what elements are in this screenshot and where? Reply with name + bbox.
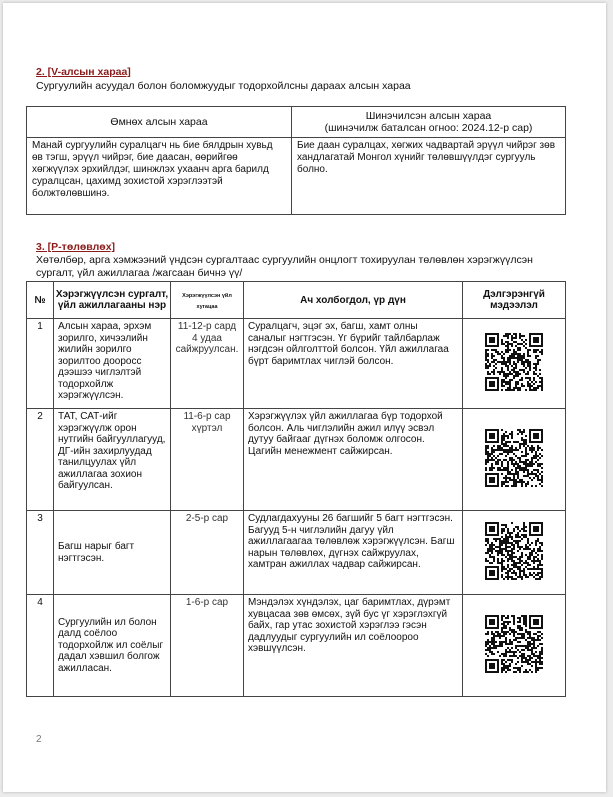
- qr-code-icon[interactable]: [485, 429, 543, 487]
- plan-table: [26, 281, 566, 697]
- section2-title: 2. [V-алсын хараа]: [36, 66, 131, 78]
- table-row: [27, 511, 566, 595]
- page-number: 2: [36, 734, 42, 745]
- qr-code-icon[interactable]: [485, 615, 543, 673]
- header-result: Ач холбогдол, үр дүн: [244, 282, 463, 319]
- row-period: 11-12-р сард 4 удаа сайжруулсан.: [171, 319, 244, 409]
- row-number: 2: [27, 409, 54, 511]
- section2-subtitle: Сургуулийн асуудал болон боломжуудыг тодорхойлсны дараах алсын хараа: [36, 80, 411, 92]
- vision-col2-header: Шинэчилсэн алсын хараа (шинэчилж баталсан огноо: 2024.12-р сар): [292, 107, 566, 138]
- row-details: [463, 511, 566, 595]
- row-details: [463, 409, 566, 511]
- header-activity: Хэрэгжүүлсэн сургалт, үйл ажиллагааны нэр: [54, 282, 171, 319]
- header-details: Дэлгэрэнгүй мэдээлэл: [463, 282, 566, 319]
- row-number: 3: [27, 511, 54, 595]
- table-row: [27, 409, 566, 511]
- section3-intro: Хөтөлбөр, арга хэмжээний үндсэн сургалтаас сургуулийн онцлогт тохируулан төлөвлөн хэрэгжүүлсэн сургалт, үйл ажиллагаа /жагсаан бичнэ үү/: [36, 254, 533, 279]
- row-activity: ТАТ, САТ-ийг хэрэгжүүлж орон нутгийн байгууллагууд, ДГ-ийн захирлуудад танилцуулах үйл ажиллагаа зохион байгуулсан.: [54, 409, 171, 511]
- table-row: [27, 319, 566, 409]
- row-activity: Алсын хараа, эрхэм зорилго, хичээлийн жилийн зорилго зорилтоо дооросс дээшээ чиглэлтэй тодорхойлж хэрэгжүүлсэн.: [54, 319, 171, 409]
- row-period: 1-6-р сар: [171, 595, 244, 697]
- vision-table: [26, 106, 566, 215]
- row-result: Судлагдахууны 26 багшийг 5 багт нэгтгэсэн. Багууд 5-н чиглэлийн дагуу үйл ажиллагаагаа төлөвлөж хэрэгжүүлсэн. Багш нарын төлөвлөх, дүгнэх сайжруулах, хамтран ажиллах чадвар сайжирсан.: [244, 511, 463, 595]
- header-period: Хэрэгжүүлсэн үйл хугацаа: [171, 282, 244, 319]
- vision-col1-header: Өмнөх алсын хараа: [27, 107, 292, 138]
- row-activity: Багш нарыг багт нэгтгэсэн.: [54, 511, 171, 595]
- row-details: [463, 319, 566, 409]
- row-result: Суралцагч, эцэг эх, багш, хамт олны саналыг нэгтгэсэн. Үг бүрийг тайлбарлаж нэгдсэн ойлголттой болсон. Үйл ажиллагаа бүрт баримтлах чиглэй болсон.: [244, 319, 463, 409]
- row-period: 11-6-р сар хүртэл: [171, 409, 244, 511]
- section3-title: 3. [P-төлөвлөх]: [36, 241, 116, 253]
- document-page: [3, 3, 606, 792]
- header-no: №: [27, 282, 54, 319]
- row-activity: Сургуулийн ил болон далд соёлоо тодорхойлж ил соёлыг дадал хэвшил болгож ажилласан.: [54, 595, 171, 697]
- previous-vision-text: Манай сургуулийн суралцагч нь бие бялдрын хувьд өв тэгш, эрүүл чийрэг, бие даасан, өөрийгөө хөгжүүлэх эрхийлдэг, шинжлэх ухаанч арга барилд суралцсан, цахимд зохистой хэрэглээтэй болжтөлөвшинэ.: [27, 138, 292, 215]
- row-number: 4: [27, 595, 54, 697]
- qr-code-icon[interactable]: [485, 333, 543, 391]
- row-period: 2-5-р сар: [171, 511, 244, 595]
- row-result: Хэрэгжүүлэх үйл ажиллагаа бүр тодорхой болсон. Аль чиглэлийн ажил илүү эсвэл дутуу байгааг дүгнэх боломж олгосон. Цагийн менежмент сайжирсан.: [244, 409, 463, 511]
- row-number: 1: [27, 319, 54, 409]
- updated-vision-text: Бие даан суралцах, хөгжих чадвартай эрүүл чийрэг зөв хандлагатай Монгол хүнийг төлөвшүүлдэг сургууль болно.: [292, 138, 566, 215]
- row-details: [463, 595, 566, 697]
- qr-code-icon[interactable]: [485, 522, 543, 580]
- table-row: [27, 595, 566, 697]
- row-result: Мэндэлэх хүндэлэх, цаг баримтлах, дүрэмт хувцасаа зөв өмсөх, зүй бус үг хэрэглэхгүй байх, гар утас зохистой хэрэглээ гэсэн дадлуудыг сургуулийн ил соёлоороо хэвшүүлсэн.: [244, 595, 463, 697]
